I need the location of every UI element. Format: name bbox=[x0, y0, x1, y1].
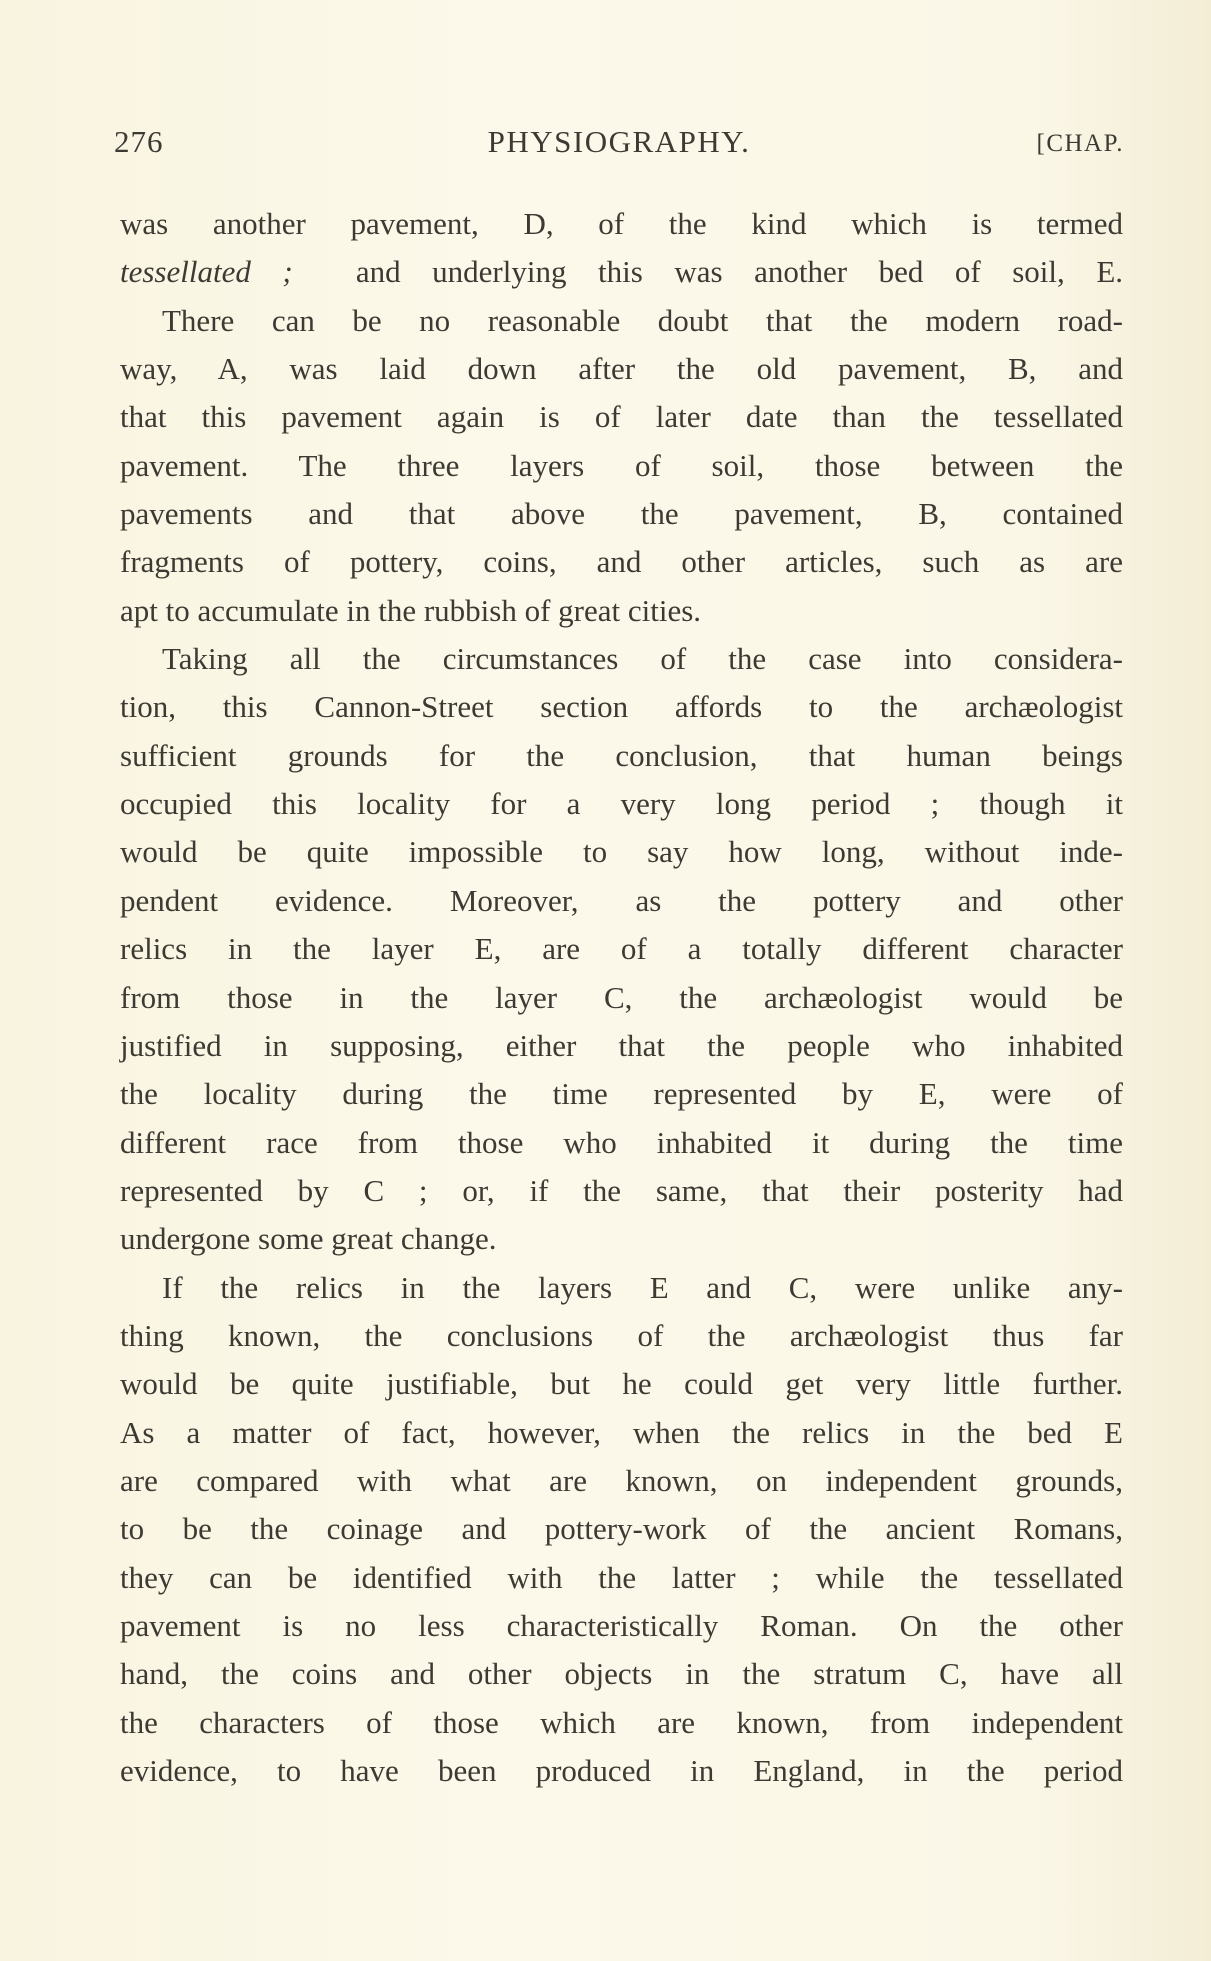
text-line: pavements and that above the pavement, B, contained bbox=[120, 496, 1123, 532]
text-line: sufficient grounds for the conclusion, that human beings bbox=[120, 737, 1123, 773]
text-line: they can be identified with the latter ; while the tessellated bbox=[120, 1559, 1123, 1595]
text-line: pendent evidence. Moreover, as the pottery and other bbox=[120, 882, 1123, 918]
text-line: hand, the coins and other objects in the stratum C, have all bbox=[120, 1656, 1123, 1692]
text-line: was another pavement, D, of the kind which is termed bbox=[120, 206, 1123, 241]
text-line: would be quite justifiable, but he could get very little further. bbox=[120, 1366, 1123, 1402]
running-head bbox=[114, 124, 1124, 168]
text-line: would be quite impossible to say how long, without inde- bbox=[120, 834, 1123, 870]
text-line: different race from those who inhabited it during the time bbox=[120, 1124, 1123, 1160]
text-line: that this pavement again is of later date than the tessellated bbox=[120, 399, 1123, 435]
text-line: the characters of those which are known, from independent bbox=[120, 1704, 1123, 1740]
paragraph-end-line: undergone some great change. bbox=[120, 1221, 497, 1257]
text-line: pavement. The three layers of soil, those between the bbox=[120, 447, 1123, 483]
page-number: 276 bbox=[114, 124, 164, 159]
text-line: justified in supposing, either that the people who inhabited bbox=[120, 1027, 1123, 1063]
text-line: tion, this Cannon-Street section affords to the archæologist bbox=[120, 689, 1123, 725]
text-line: from those in the layer C, the archæologist would be bbox=[120, 979, 1123, 1015]
text-line-rest: and underlying this was another bed of soil, E. bbox=[355, 254, 1123, 290]
text-line: As a matter of fact, however, when the relics in the bed E bbox=[120, 1414, 1123, 1450]
text-line: evidence, to have been produced in England, in the period bbox=[120, 1753, 1123, 1788]
chapter-label: [CHAP. bbox=[1036, 130, 1124, 157]
paragraph-end-line: apt to accumulate in the rubbish of great cities. bbox=[120, 592, 702, 628]
text-line: fragments of pottery, coins, and other articles, such as are bbox=[120, 544, 1123, 580]
text-line: relics in the layer E, are of a totally different character bbox=[120, 931, 1123, 967]
text-line: to be the coinage and pottery-work of the ancient Romans, bbox=[120, 1511, 1123, 1547]
text-line: thing known, the conclusions of the archæologist thus far bbox=[120, 1317, 1123, 1353]
text-line: occupied this locality for a very long period ; though it bbox=[120, 786, 1123, 822]
text-line: pavement is no less characteristically Roman. On the other bbox=[120, 1607, 1123, 1643]
text-line: way, A, was laid down after the old pavement, B, and bbox=[120, 351, 1123, 387]
text-line: are compared with what are known, on independent grounds, bbox=[120, 1462, 1123, 1498]
paragraph-start-line: Taking all the circumstances of the case into considera- bbox=[162, 641, 1123, 677]
body-text bbox=[120, 200, 1123, 1795]
text-line: the locality during the time represented by E, were of bbox=[120, 1076, 1123, 1112]
running-title: PHYSIOGRAPHY. bbox=[487, 124, 751, 159]
italic-term: tessellated ; bbox=[120, 254, 293, 290]
paragraph-start-line: There can be no reasonable doubt that the modern road- bbox=[162, 302, 1123, 338]
paragraph-start-line: If the relics in the layers E and C, were unlike any- bbox=[162, 1269, 1123, 1305]
text-line: represented by C ; or, if the same, that their posterity had bbox=[120, 1172, 1123, 1208]
text-line bbox=[120, 248, 1123, 296]
